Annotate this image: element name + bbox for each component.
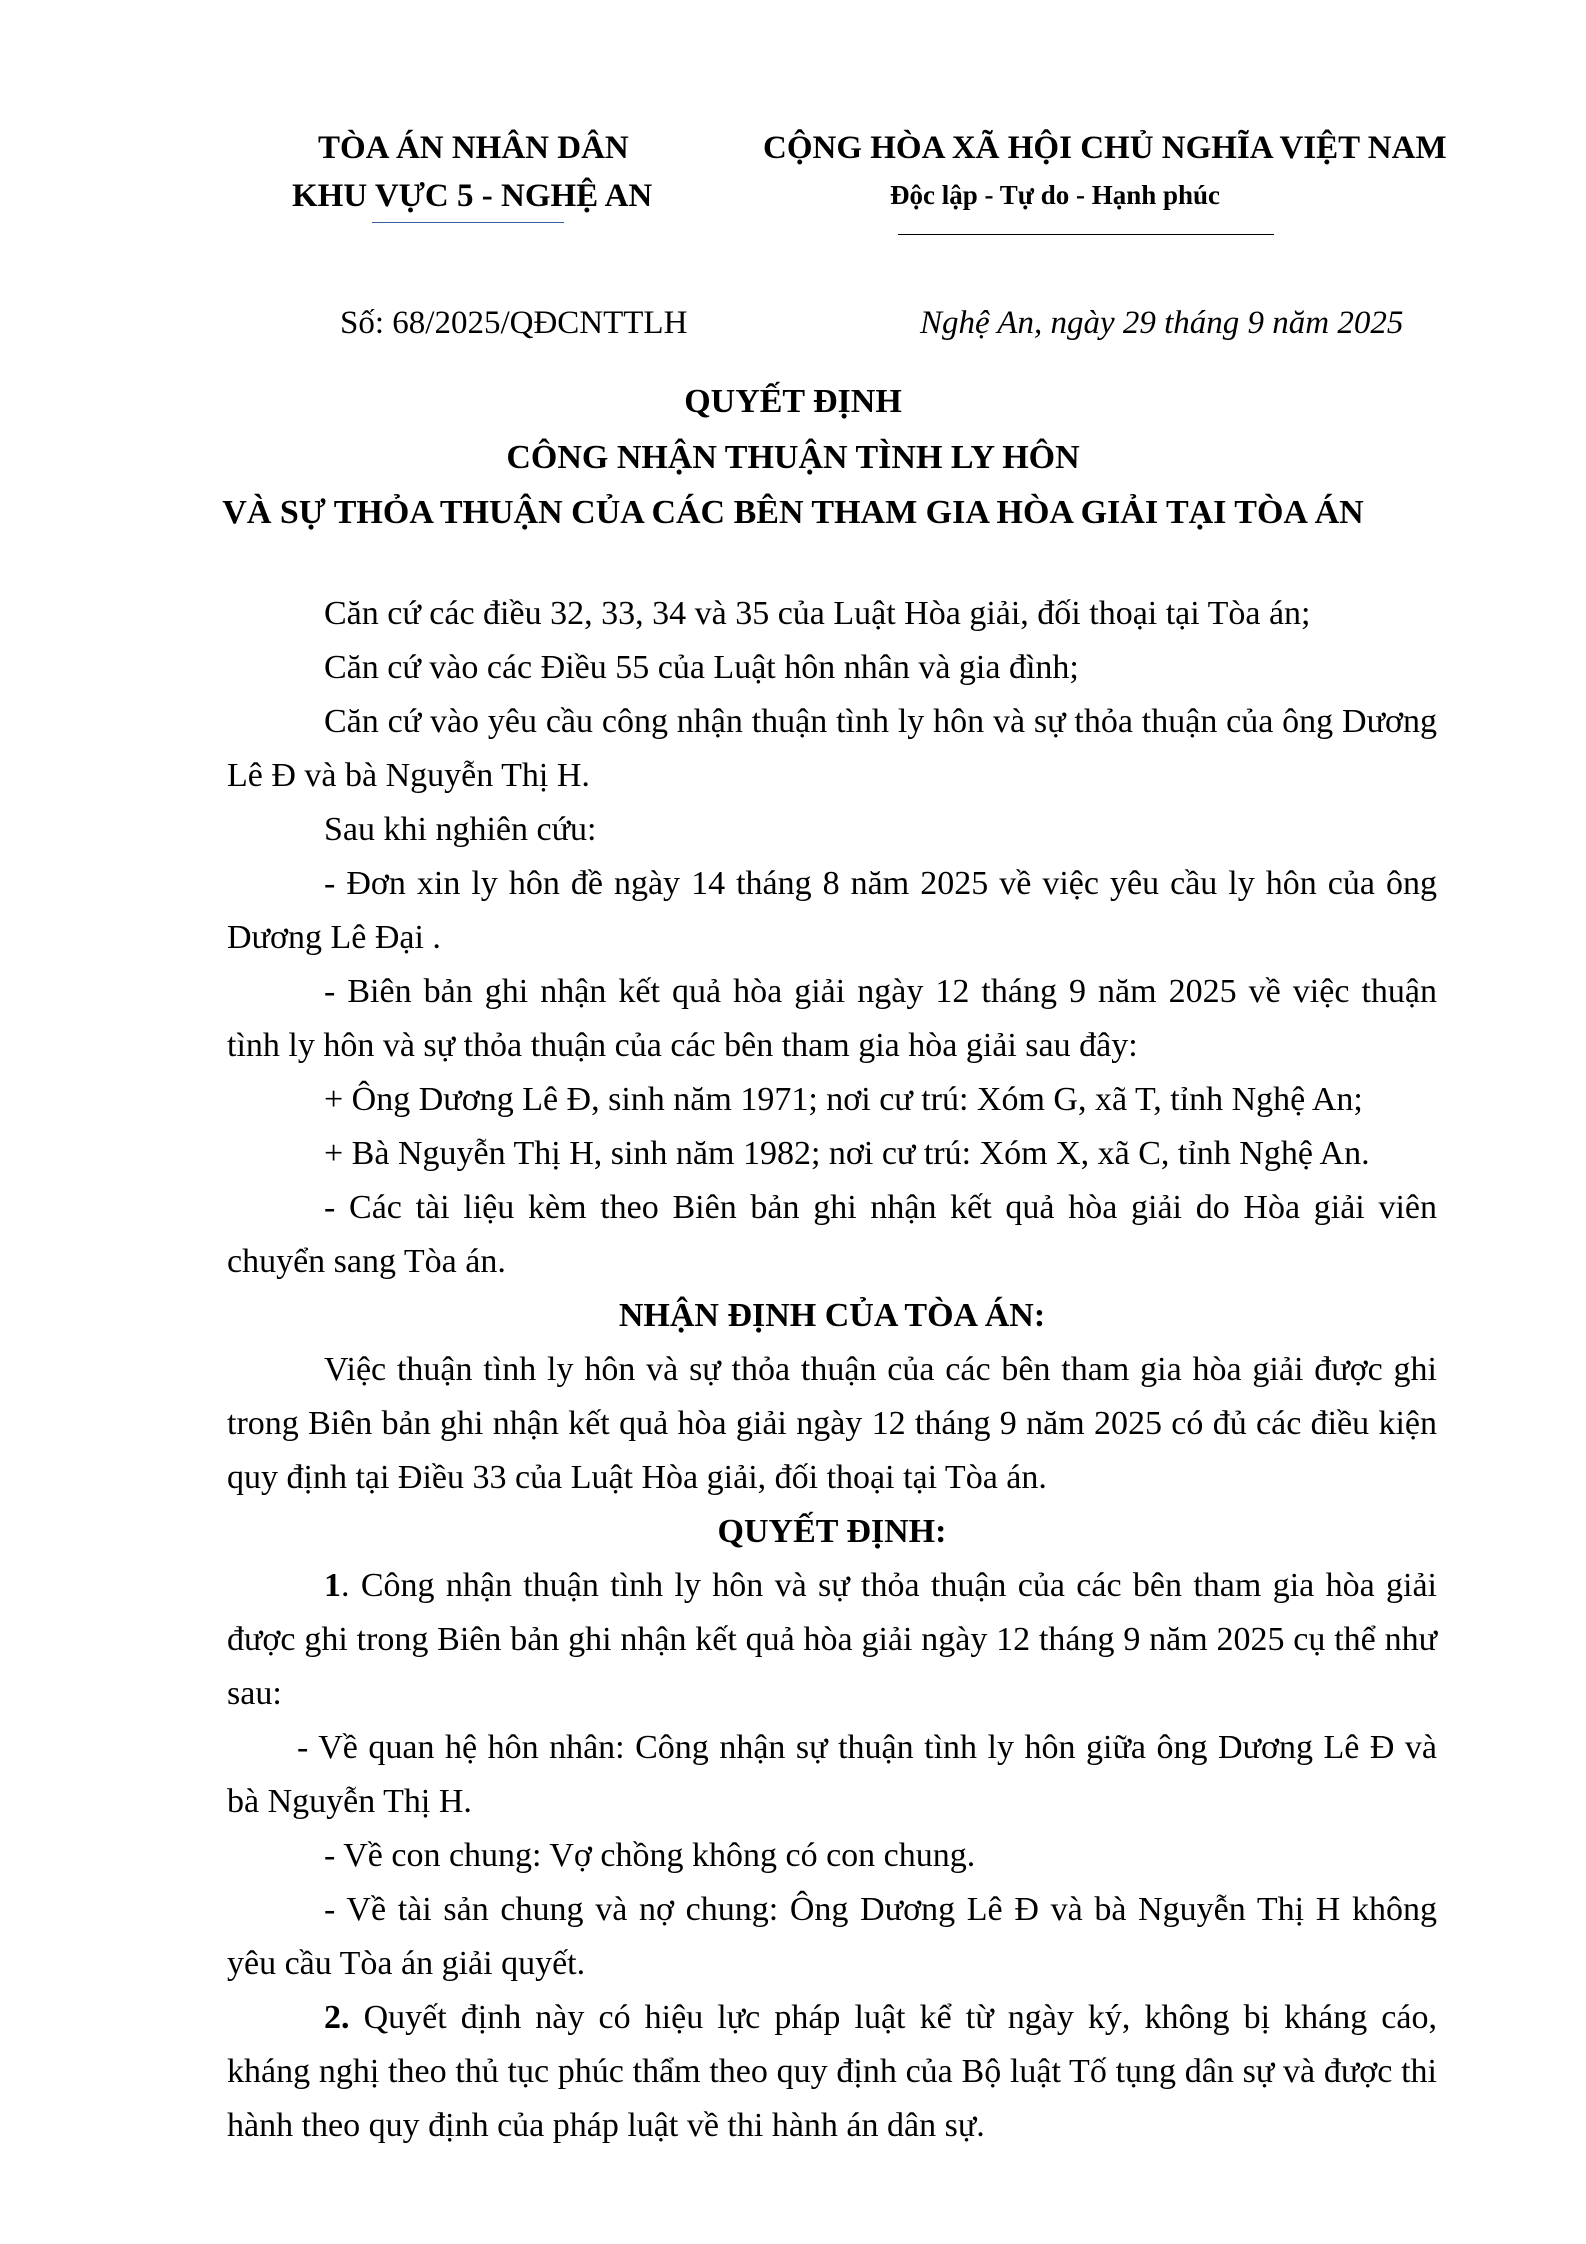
decision-item-1-text: . Công nhận thuận tình ly hôn và sự thỏa thuận của các bên tham gia hòa giải được ghi trong Biên bản ghi nhận kết quả hòa giải ngày 12 tháng 9 năm 2025 cụ thể như sau:: [227, 1567, 1437, 1712]
decision-heading: QUYẾT ĐỊNH:: [717, 1513, 947, 1550]
place-date: Nghệ An, ngày 29 tháng 9 năm 2025: [920, 305, 1404, 341]
study-item-2: - Biên bản ghi nhận kết quả hòa giải ngày 12 tháng 9 năm 2025 về việc thuận tình ly hôn và sự thỏa thuận của các bên tham gia hòa giải sau đây:: [227, 973, 1437, 1064]
basis-1: Căn cứ các điều 32, 33, 34 và 35 của Luật Hòa giải, đối thoại tại Tòa án;: [324, 595, 1311, 632]
document-body: [227, 587, 1437, 2153]
court-underline: [372, 222, 564, 223]
study-intro: Sau khi nghiên cứu:: [324, 811, 597, 848]
study-item-1: - Đơn xin ly hôn đề ngày 14 tháng 8 năm 2025 về việc yêu cầu ly hôn của ông Dương Lê Đại .: [227, 865, 1437, 956]
decision-item-2: [227, 1991, 1437, 2153]
title-line1: QUYẾT ĐỊNH: [684, 383, 902, 420]
court-name-line1: TÒA ÁN NHÂN DÂN: [318, 130, 629, 166]
decision-children: - Về con chung: Vợ chồng không có con chung.: [324, 1837, 976, 1874]
findings-heading: NHẬN ĐỊNH CỦA TÒA ÁN:: [618, 1297, 1046, 1334]
basis-3: Căn cứ vào yêu cầu công nhận thuận tình ly hôn và sự thỏa thuận của ông Dương Lê Đ và bà Nguyễn Thị H.: [227, 703, 1437, 794]
party-1: + Ông Dương Lê Đ, sinh năm 1971; nơi cư trú: Xóm G, xã T, tỉnh Nghệ An;: [324, 1081, 1363, 1118]
findings-text: Việc thuận tình ly hôn và sự thỏa thuận của các bên tham gia hòa giải được ghi trong Biên bản ghi nhận kết quả hòa giải ngày 12 tháng 9 năm 2025 có đủ các điều kiện quy định tại Điều 33 của Luật Hòa giải, đối thoại tại Tòa án.: [227, 1351, 1437, 1496]
motto-underline: [898, 234, 1274, 235]
nation-motto: Độc lập - Tự do - Hạnh phúc: [890, 180, 1221, 210]
basis-2: Căn cứ vào các Điều 55 của Luật hôn nhân và gia đình;: [324, 649, 1079, 686]
title-line2: CÔNG NHẬN THUẬN TÌNH LY HÔN: [506, 439, 1080, 476]
decision-item-2-text: Quyết định này có hiệu lực pháp luật kể từ ngày ký, không bị kháng cáo, kháng nghị theo thủ tục phúc thẩm theo quy định của Bộ luật Tố tụng dân sự và được thi hành theo quy định của pháp luật về thi hành án dân sự.: [227, 1999, 1437, 2144]
decision-item-1-number: 1: [324, 1567, 341, 1604]
decision-item-2-number: 2.: [324, 1999, 350, 2036]
party-2: + Bà Nguyễn Thị H, sinh năm 1982; nơi cư trú: Xóm X, xã C, tỉnh Nghệ An.: [324, 1135, 1370, 1172]
court-name-line2: KHU VỰC 5 - NGHỆ AN: [292, 178, 653, 214]
nation-name: CỘNG HÒA XÃ HỘI CHỦ NGHĨA VIỆT NAM: [763, 130, 1447, 166]
decision-item-1: [227, 1559, 1437, 1721]
study-item-attachments: - Các tài liệu kèm theo Biên bản ghi nhận kết quả hòa giải do Hòa giải viên chuyển sang Tòa án.: [227, 1189, 1437, 1280]
document-number: Số: 68/2025/QĐCNTTLH: [340, 305, 688, 341]
decision-property: - Về tài sản chung và nợ chung: Ông Dương Lê Đ và bà Nguyễn Thị H không yêu cầu Tòa án giải quyết.: [227, 1891, 1437, 1982]
decision-marriage: - Về quan hệ hôn nhân: Công nhận sự thuận tình ly hôn giữa ông Dương Lê Đ và bà Nguyễn Thị H.: [227, 1729, 1437, 1820]
title-line3: VÀ SỰ THỎA THUẬN CỦA CÁC BÊN THAM GIA HÒA GIẢI TẠI TÒA ÁN: [222, 494, 1364, 531]
